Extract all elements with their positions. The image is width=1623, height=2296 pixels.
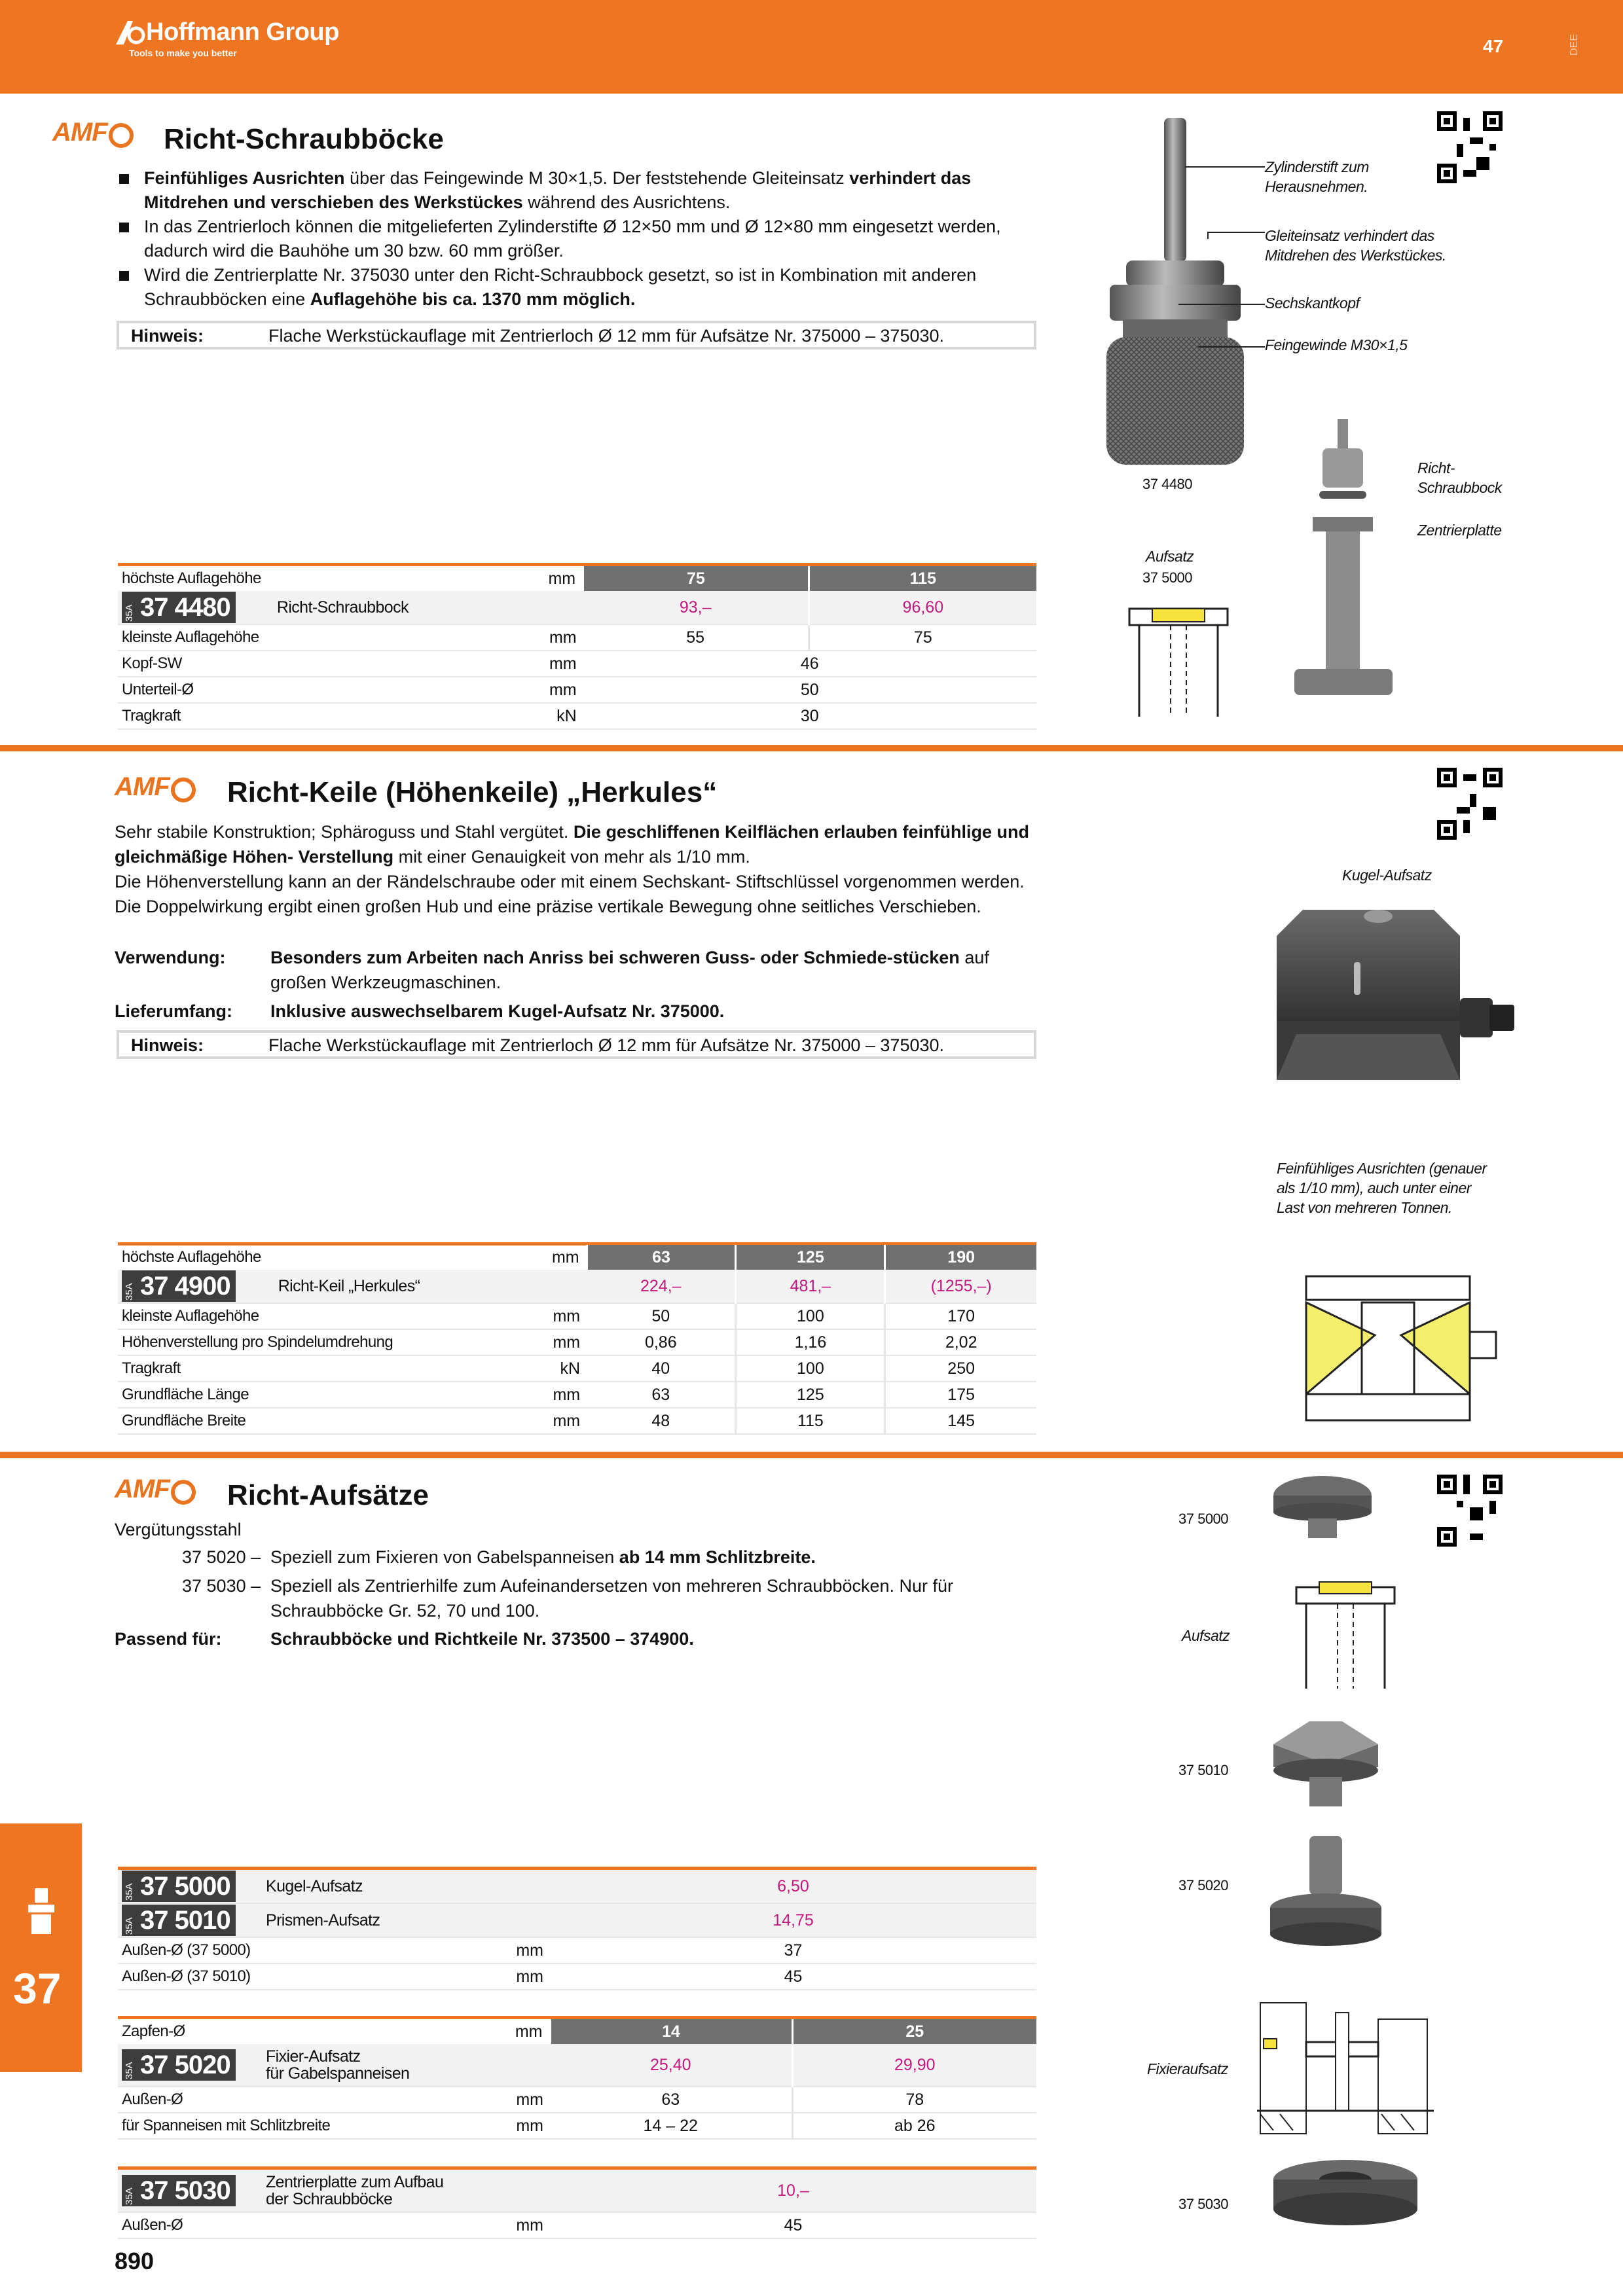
caption-fixieraufsatz: Fixieraufsatz [1147, 2060, 1228, 2077]
leader-lines [1178, 151, 1270, 360]
amf-ring-icon [171, 1480, 196, 1505]
chapter-tab[interactable] [0, 1823, 82, 2072]
scope-label: Lieferumfang: [115, 1001, 233, 1021]
spec-table [118, 566, 1036, 730]
fixier-aufsatz-image [1267, 1829, 1385, 1960]
fit-text: Schraubböcke und Richtkeile Nr. 373500 – 374900. [270, 1629, 694, 1649]
table-row: kleinste Auflagehöhe mm 50 100 170 [118, 1303, 1036, 1329]
caption-sechskantkopf: Sechskantkopf [1265, 295, 1360, 312]
aufsatz-drawing-1 [1126, 602, 1231, 720]
brand-logo[interactable] [115, 18, 339, 58]
scope-text: Inklusive auswechselbarem Kugel-Aufsatz Nr. 375000. [270, 1001, 725, 1021]
caption-article: 37 4480 [1142, 476, 1193, 492]
spec-table [118, 2170, 1036, 2239]
section-title: Richt-Keile (Höhenkeile) „Herkules“ [227, 776, 718, 808]
article-number[interactable]: 35A 37 5030 [122, 2175, 236, 2206]
item-number: 37 5030 – [182, 1576, 261, 1596]
caption-aufsatz: Aufsatz [1146, 548, 1194, 565]
table-row: Höhenverstellung pro Spindelumdrehung mm 0,86 1,16 2,02 [118, 1329, 1036, 1355]
table-row: Außen-Ø mm 45 [118, 2212, 1036, 2238]
table-header-row: höchste Auflagehöhe mm 75 115 [118, 566, 1036, 591]
item-text: Speziell als Zentrierhilfe zum Aufeinandersetzen von mehreren Schraubböcken. Nur für Schraubböcke Gr. 52, 70 und 100. [270, 1576, 954, 1621]
hint-text: Flache Werkstückauflage mit Zentrierloch Ø 12 mm für Aufsätze Nr. 375000 – 375030. [268, 326, 945, 346]
spec-table [118, 1870, 1036, 1990]
feature-item: In das Zentrierloch können die mitgelieferten Zylinderstifte Ø 12×50 mm und Ø 12×80 mm eingesetzt werden, dadurch wird die Bauhöhe um 30 bzw. 60 mm größer. [118, 215, 1048, 263]
table-row: Außen-Ø (37 5000) mm 37 [118, 1937, 1036, 1964]
price: 14,75 [550, 1903, 1036, 1937]
chapter-number: 37 [13, 1964, 62, 2013]
caption-aufsatz-number: 37 5000 [1142, 569, 1193, 586]
feature-item: Feinfühliges Ausrichten über das Feingewinde M 30×1,5. Der feststehende Gleiteinsatz verhindert das Mitdrehen und verschieben des Werkstückes während des Ausrichtens. [118, 166, 1048, 215]
article-row[interactable]: 35A 37 5030 Zentrierplatte zum Aufbau der Schraubböcke 10,– [118, 2170, 1036, 2212]
hint-label: Hinweis: [131, 326, 204, 346]
page-number: 47 [1483, 36, 1504, 56]
amf-logo-text: AMF [52, 118, 107, 147]
article-row[interactable]: 35A 37 4480 Richt-Schraubbock 93,– 96,60 [118, 591, 1036, 624]
fixieraufsatz-diagram [1257, 2000, 1434, 2137]
hoffmann-logo-icon [115, 20, 146, 46]
hint-box: Hinweis: Flache Werkstückauflage mit Zentrierloch Ø 12 mm für Aufsätze Nr. 375000 – 375030. [117, 1030, 1036, 1059]
price: 6,50 [550, 1870, 1036, 1903]
table-row: Grundfläche Länge mm 63 125 175 [118, 1382, 1036, 1408]
spec-table [118, 1245, 1036, 1435]
table-row: Grundfläche Breite mm 48 115 145 [118, 1408, 1036, 1434]
item-text: Speziell zum Fixieren von Gabelspanneisen ab 14 mm Schlitzbreite. [270, 1547, 816, 1567]
qr-code-icon[interactable] [1437, 1475, 1503, 1547]
price: 96,60 [809, 591, 1036, 624]
table-row: für Spanneisen mit Schlitzbreite mm 14 – 22 ab 26 [118, 2113, 1036, 2139]
qr-code-icon[interactable] [1437, 768, 1503, 840]
section-divider [0, 1452, 1623, 1458]
price: (1255,–) [885, 1270, 1036, 1303]
table-row: Kopf-SW mm 46 [118, 651, 1036, 677]
description: Sehr stabile Konstruktion; Sphäroguss und Stahl vergütet. Die geschliffenen Keilflächen erlauben feinfühlige und gleichmäßige Höhen- Verstellung mit einer Genauigkeit von mehr als 1/10 mm. Die Höhenverstellung kann an der Rändelschraube oder mit einem Sechskant- Stiftschlüssel vorgenommen werden. Die Doppelwirkung ergibt einen großen Hub und eine präzise vertikale Bewegung ohne seitliches Verschieben. [115, 822, 1030, 916]
footer-page-number: 890 [115, 2248, 155, 2274]
article-row[interactable]: 35A 37 4900 Richt-Keil „Herkules“ 224,– 481,– (1255,–) [118, 1270, 1036, 1303]
caption-zylinderstift: Zylinderstift zum Herausnehmen. [1265, 158, 1369, 195]
spec-table [118, 2019, 1036, 2140]
price: 10,– [550, 2170, 1036, 2212]
amf-ring-icon [109, 123, 134, 148]
table-row: Unterteil-Ø mm 50 [118, 677, 1036, 703]
table-row: Außen-Ø mm 63 78 [118, 2087, 1036, 2113]
article-row[interactable]: 35A 37 5010 Prismen-Aufsatz 14,75 [118, 1903, 1036, 1937]
feature-list [118, 166, 1048, 312]
screw-jack-icon [25, 1885, 58, 1937]
amf-logo: AMF [115, 772, 196, 805]
table-header-row: Zapfen-Ø mm 14 25 [118, 2019, 1036, 2044]
table-row: kleinste Auflagehöhe mm 55 75 [118, 624, 1036, 651]
article-number[interactable]: 35A 37 4900 [122, 1270, 236, 1302]
language-code: DEE [1569, 34, 1580, 56]
amf-logo [52, 118, 134, 151]
caption-feingewinde: Feingewinde M30×1,5 [1265, 336, 1408, 353]
material: Vergütungsstahl [115, 1520, 242, 1539]
section-title: Richt-Schraubböcke [164, 123, 444, 155]
table-row: Außen-Ø (37 5010) mm 45 [118, 1964, 1036, 1990]
feature-item: Wird die Zentrierplatte Nr. 375030 unter den Richt-Schraubbock gesetzt, so ist in Kombination mit anderen Schraubböcken eine Auflagehöhe bis ca. 1370 mm möglich. [118, 263, 1048, 312]
table-header-row: höchste Auflagehöhe mm 63 125 190 [118, 1245, 1036, 1270]
brand-name: Hoffmann Group [146, 18, 339, 46]
article-number[interactable]: 35A 37 5000 [122, 1871, 236, 1902]
caption-gleiteinsatz: Gleiteinsatz verhindert das Mitdrehen des Werkstückes. [1265, 227, 1446, 264]
amf-ring-icon [171, 778, 196, 802]
caption-kugel-aufsatz: Kugel-Aufsatz [1342, 867, 1432, 884]
caption-feinfuehliges-ausrichten: Feinfühliges Ausrichten (genauer als 1/10 mm), auch unter einer Last von mehreren Tonnen. [1277, 1160, 1487, 1216]
table-row: Tragkraft kN 40 100 250 [118, 1355, 1036, 1382]
caption-zentrierplatte: Zentrierplatte [1417, 522, 1502, 539]
richt-keil-diagram [1300, 1263, 1516, 1427]
use-label: Verwendung: [115, 948, 226, 967]
caption-aufsatz: Aufsatz [1182, 1627, 1230, 1644]
price: 93,– [583, 591, 809, 624]
zentrierplatte-image [1267, 2153, 1424, 2232]
article-number[interactable]: 35A 37 4480 [122, 592, 236, 623]
section-divider [0, 745, 1623, 751]
amf-logo: AMF [115, 1475, 196, 1507]
item-number: 37 5020 – [182, 1547, 261, 1567]
article-number[interactable]: 35A 37 5020 [122, 2049, 236, 2081]
price: 29,90 [792, 2044, 1036, 2087]
caption-375000: 37 5000 [1178, 1511, 1229, 1527]
caption-375010: 37 5010 [1178, 1762, 1229, 1778]
brand-tagline: Tools to make you better [129, 48, 237, 58]
article-row[interactable]: 35A 37 5020 Fixier-Aufsatz für Gabelspanneisen 25,40 29,90 [118, 2044, 1036, 2087]
richt-schraubbock-exploded-image [1293, 412, 1398, 733]
kugel-aufsatz-image [1270, 1473, 1375, 1545]
table-row: Tragkraft kN 30 [118, 703, 1036, 729]
price: 224,– [587, 1270, 736, 1303]
price: 25,40 [550, 2044, 792, 2087]
price: 481,– [736, 1270, 885, 1303]
caption-richt-schraubbock: Richt-Schraubbock [1417, 459, 1502, 496]
article-row[interactable]: 35A 37 5000 Kugel-Aufsatz 6,50 [118, 1870, 1036, 1903]
qr-code-icon[interactable] [1437, 111, 1503, 183]
section-title: Richt-Aufsätze [227, 1479, 429, 1511]
richt-keil-image [1277, 897, 1519, 1086]
caption-375020: 37 5020 [1178, 1877, 1229, 1893]
hint-box [117, 321, 1036, 350]
caption-375030: 37 5030 [1178, 2196, 1229, 2212]
prismen-aufsatz-image [1270, 1718, 1381, 1816]
aufsatz-drawing-2 [1293, 1574, 1398, 1692]
use-text: Besonders zum Arbeiten nach Anriss bei schweren Guss- oder Schmiede-stücken auf großen Werkzeugmaschinen. [270, 948, 989, 992]
fit-label: Passend für: [115, 1629, 222, 1649]
article-number[interactable]: 35A 37 5010 [122, 1905, 236, 1936]
